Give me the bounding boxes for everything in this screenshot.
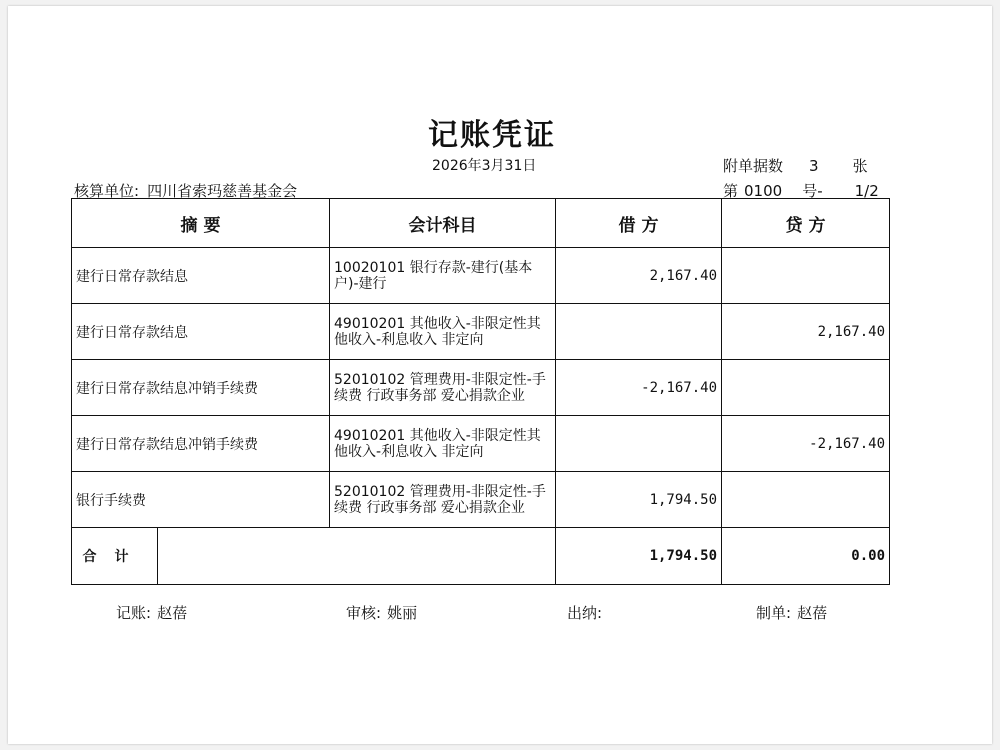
table-row (72, 360, 890, 416)
row-debit (556, 416, 722, 472)
total-credit: 0.00 (722, 528, 890, 585)
row-summary: 建行日常存款结息冲销手续费 (72, 416, 330, 472)
table-row (72, 248, 890, 304)
row-account: 10020101 银行存款-建行(基本户)-建行 (330, 248, 556, 304)
header-debit: 借 方 (556, 199, 722, 248)
auditor-name: 姚丽 (387, 604, 418, 622)
preparer-signature (756, 602, 827, 623)
row-summary: 建行日常存款结息 (72, 304, 330, 360)
total-row (72, 528, 890, 585)
total-debit: 1,794.50 (556, 528, 722, 585)
row-credit: -2,167.40 (722, 416, 890, 472)
row-summary: 建行日常存款结息 (72, 248, 330, 304)
bookkeeper-signature (116, 602, 187, 623)
voucher-number-prefix: 第 (723, 182, 739, 200)
row-account: 52010102 管理费用-非限定性-手续费 行政事务部 爱心捐款企业 (330, 472, 556, 528)
table-row (72, 472, 890, 528)
row-account: 49010201 其他收入-非限定性其他收入-利息收入 非定向 (330, 416, 556, 472)
row-credit (722, 472, 890, 528)
voucher-title: 记账凭证 (428, 118, 556, 153)
auditor-signature (346, 602, 417, 623)
total-label: 合计 (72, 528, 158, 585)
accounting-unit-name: 四川省索玛慈善基金会 (147, 182, 298, 200)
row-debit (556, 304, 722, 360)
voucher-table (71, 198, 890, 585)
attachments-info (723, 155, 868, 176)
voucher-page: 1/2 (854, 182, 879, 200)
bookkeeper-label: 记账: (116, 604, 152, 622)
row-summary: 银行手续费 (72, 472, 330, 528)
header-credit: 贷 方 (722, 199, 890, 248)
cashier-signature (567, 602, 608, 623)
row-account: 52010102 管理费用-非限定性-手续费 行政事务部 爱心捐款企业 (330, 360, 556, 416)
accounting-unit-label: 核算单位: (74, 182, 140, 200)
voucher-number-value: 0100 (744, 182, 783, 200)
attachments-count: 3 (809, 157, 819, 175)
row-debit: -2,167.40 (556, 360, 722, 416)
row-summary: 建行日常存款结息冲销手续费 (72, 360, 330, 416)
row-debit: 2,167.40 (556, 248, 722, 304)
preparer-label: 制单: (756, 604, 792, 622)
preparer-name: 赵蓓 (797, 604, 828, 622)
voucher-number-suffix: 号- (802, 182, 823, 200)
header-summary: 摘 要 (72, 199, 330, 248)
header-account: 会计科目 (330, 199, 556, 248)
total-blank-cell (158, 528, 556, 585)
table-row (72, 416, 890, 472)
attachments-label: 附单据数 (723, 157, 784, 175)
attachments-unit: 张 (852, 157, 868, 175)
row-credit: 2,167.40 (722, 304, 890, 360)
row-credit (722, 360, 890, 416)
row-debit: 1,794.50 (556, 472, 722, 528)
table-row (72, 304, 890, 360)
auditor-label: 审核: (346, 604, 382, 622)
table-header-row (72, 199, 890, 248)
row-account: 49010201 其他收入-非限定性其他收入-利息收入 非定向 (330, 304, 556, 360)
bookkeeper-name: 赵蓓 (157, 604, 188, 622)
row-credit (722, 248, 890, 304)
voucher-date: 2026年3月31日 (432, 158, 537, 174)
cashier-label: 出纳: (567, 604, 603, 622)
